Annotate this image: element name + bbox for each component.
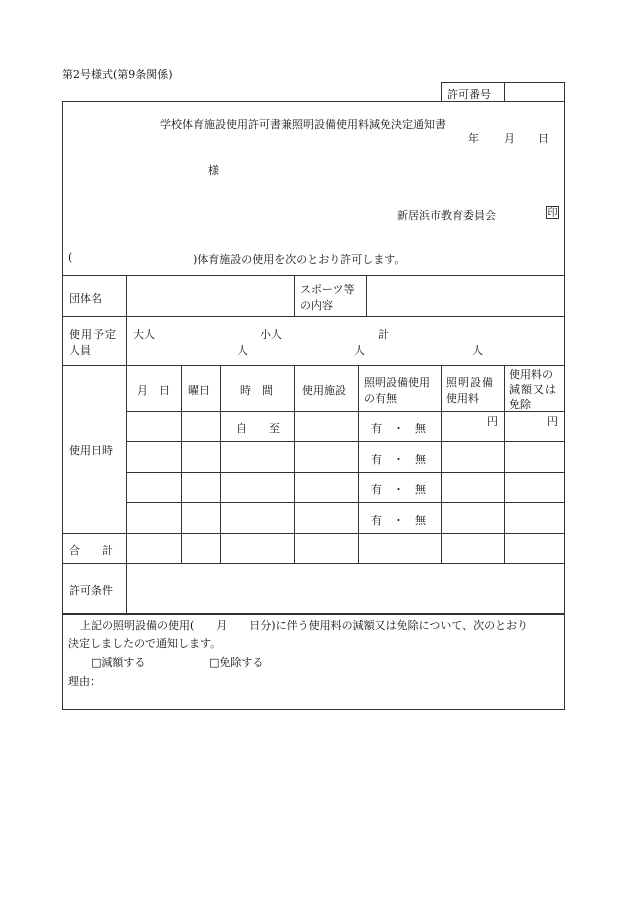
header-month-day: 月 日 [137, 384, 170, 397]
sports-label-2: の内容 [300, 299, 333, 312]
sports-label-1: スポーツ等 [300, 283, 355, 296]
permit-sentence-open: ( [68, 251, 73, 264]
header-time: 時 間 [240, 384, 273, 397]
addressee-suffix: 様 [208, 164, 219, 177]
notice-line-1: 上記の照明設備の使用( 月 日分)に伴う使用料の減額又は免除について、次のとおり [80, 619, 529, 632]
header-lighting-use-2: の有無 [364, 392, 397, 405]
option-reduce-checkbox[interactable]: □減額する [91, 656, 146, 669]
yen-unit-reduction: 円 [547, 415, 558, 428]
yen-unit-fee: 円 [487, 415, 498, 428]
notice-line-2: 決定しましたので通知します。 [68, 637, 222, 650]
usage-datetime-label: 使用日時 [69, 444, 113, 457]
permit-number-label: 許可番号 [447, 88, 491, 101]
header-reduction-1: 使用料の [509, 368, 553, 381]
child-label: 小人 [260, 328, 282, 341]
header-reduction-2: 減額又は [509, 383, 557, 396]
planned-persons-label-1: 使用予定 [69, 328, 117, 341]
permit-number-field[interactable] [508, 83, 562, 100]
header-lighting-fee-2: 使用料 [446, 392, 479, 405]
sports-content-field[interactable] [370, 278, 562, 313]
sum-label: 合 計 [69, 544, 113, 557]
yes-no-toggle[interactable]: 有 ・ 無 [371, 514, 426, 527]
header-facility: 使用施設 [302, 384, 346, 397]
seal-stamp: 印 [547, 208, 558, 219]
page-title: 学校体育施設使用許可書兼照明設備使用料減免決定通知書 [160, 118, 446, 131]
child-unit: 人 [354, 344, 365, 357]
adult-unit: 人 [237, 344, 248, 357]
header-reduction-3: 免除 [509, 398, 531, 411]
total-unit: 人 [472, 344, 483, 357]
yes-no-toggle[interactable]: 有 ・ 無 [371, 483, 426, 496]
conditions-field[interactable] [130, 566, 562, 610]
option-exempt-checkbox[interactable]: □免除する [209, 656, 264, 669]
header-weekday: 曜日 [188, 384, 210, 397]
conditions-label: 許可条件 [69, 584, 113, 597]
planned-persons-label-2: 人員 [69, 344, 91, 357]
reason-label: 理由： [68, 675, 101, 688]
header-lighting-use-1: 照明設備使用 [364, 376, 430, 389]
total-label: 計 [378, 328, 389, 341]
from-to-text: 自 至 [236, 422, 280, 435]
group-name-field[interactable] [130, 278, 290, 313]
issuer-name: 新居浜市教育委員会 [397, 209, 496, 222]
date-month: 月 [504, 132, 515, 145]
group-name-label: 団体名 [69, 292, 102, 305]
date-day: 日 [538, 132, 549, 145]
adult-label: 大人 [133, 328, 155, 341]
permit-sentence: )体育施設の使用を次のとおり許可します。 [193, 253, 406, 266]
form-number: 第2号様式(第9条関係) [62, 68, 173, 81]
date-year: 年 [468, 132, 479, 145]
yes-no-toggle[interactable]: 有 ・ 無 [371, 422, 426, 435]
yes-no-toggle[interactable]: 有 ・ 無 [371, 453, 426, 466]
header-lighting-fee-1: 照明設備 [446, 376, 494, 389]
